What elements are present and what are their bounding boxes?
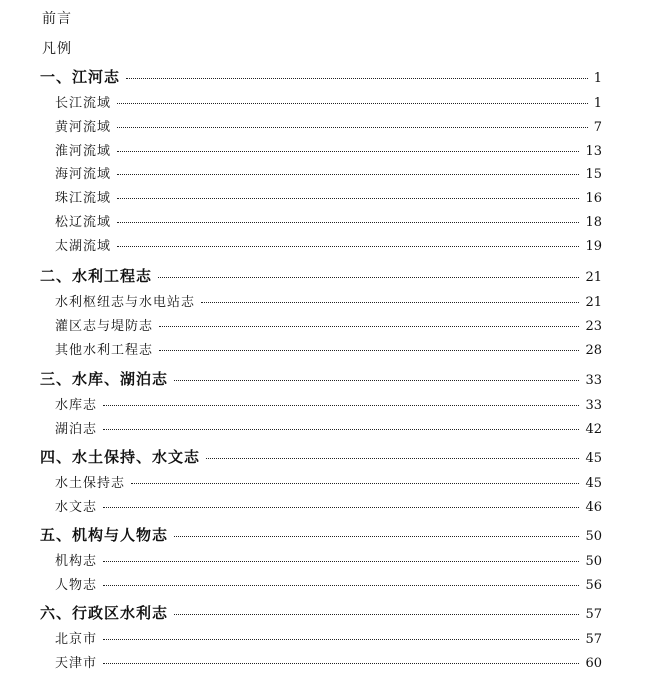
chapter-title: 六、行政区水利志 bbox=[40, 604, 169, 622]
dot-leader bbox=[117, 246, 579, 247]
page-number: 60 bbox=[585, 656, 602, 671]
page-number: 1 bbox=[593, 96, 602, 111]
page-number: 18 bbox=[585, 215, 602, 230]
toc-item[interactable] bbox=[55, 628, 602, 647]
page-number: 7 bbox=[593, 120, 602, 135]
dot-leader bbox=[159, 350, 579, 351]
toc-chapter-4[interactable] bbox=[40, 446, 602, 467]
dot-leader bbox=[158, 277, 579, 278]
toc-item[interactable] bbox=[55, 187, 602, 206]
item-label: 灌区志与堤防志 bbox=[55, 319, 154, 334]
item-label: 黄河流域 bbox=[55, 120, 112, 135]
toc-chapter-3[interactable] bbox=[40, 368, 602, 389]
toc-item[interactable] bbox=[55, 652, 602, 671]
page-number: 21 bbox=[585, 295, 602, 310]
dot-leader bbox=[117, 127, 588, 128]
toc-item[interactable] bbox=[55, 394, 602, 413]
page-number: 16 bbox=[585, 191, 602, 206]
dot-leader bbox=[159, 326, 579, 327]
dot-leader bbox=[117, 151, 579, 152]
dot-leader bbox=[103, 639, 579, 640]
chapter-title: 一、江河志 bbox=[40, 68, 121, 86]
dot-leader bbox=[103, 429, 579, 430]
item-label: 水文志 bbox=[55, 500, 98, 515]
toc-item[interactable] bbox=[55, 235, 602, 254]
item-label: 水土保持志 bbox=[55, 476, 126, 491]
page-number: 1 bbox=[593, 71, 602, 86]
item-label: 其他水利工程志 bbox=[55, 343, 154, 358]
item-label: 水库志 bbox=[55, 398, 98, 413]
page-number: 42 bbox=[585, 422, 602, 437]
toc-item[interactable] bbox=[55, 496, 602, 515]
chapter-title: 三、水库、湖泊志 bbox=[40, 370, 169, 388]
dot-leader bbox=[103, 663, 579, 664]
toc-chapter-2[interactable] bbox=[40, 265, 602, 286]
item-label: 太湖流域 bbox=[55, 239, 112, 254]
chapter-title: 四、水土保持、水文志 bbox=[40, 448, 201, 466]
page-number: 33 bbox=[585, 398, 602, 413]
dot-leader bbox=[117, 198, 579, 199]
item-label: 长江流域 bbox=[55, 96, 112, 111]
toc-item[interactable] bbox=[55, 291, 602, 310]
toc-item[interactable] bbox=[55, 339, 602, 358]
toc-item[interactable] bbox=[55, 116, 602, 135]
dot-leader bbox=[131, 483, 579, 484]
dot-leader bbox=[174, 536, 579, 537]
page-number: 28 bbox=[585, 343, 602, 358]
page-number: 15 bbox=[585, 167, 602, 182]
dot-leader bbox=[117, 103, 588, 104]
toc-item[interactable] bbox=[55, 92, 602, 111]
page-number: 23 bbox=[585, 319, 602, 334]
page-number: 45 bbox=[585, 451, 602, 466]
guide-entry[interactable]: 凡例 bbox=[42, 41, 72, 57]
page-number: 45 bbox=[585, 476, 602, 491]
toc-item[interactable] bbox=[55, 418, 602, 437]
item-label: 北京市 bbox=[55, 632, 98, 647]
dot-leader bbox=[201, 302, 579, 303]
dot-leader bbox=[103, 507, 579, 508]
toc-item[interactable] bbox=[55, 163, 602, 182]
page-number: 57 bbox=[585, 607, 602, 622]
page-number: 19 bbox=[585, 239, 602, 254]
item-label: 天津市 bbox=[55, 656, 98, 671]
page-number: 56 bbox=[585, 578, 602, 593]
item-label: 松辽流域 bbox=[55, 215, 112, 230]
page-number: 57 bbox=[585, 632, 602, 647]
toc-item[interactable] bbox=[55, 211, 602, 230]
dot-leader bbox=[103, 405, 579, 406]
toc-chapter-5[interactable] bbox=[40, 524, 602, 545]
item-label: 珠江流域 bbox=[55, 191, 112, 206]
toc-item[interactable] bbox=[55, 550, 602, 569]
page-number: 21 bbox=[585, 270, 602, 285]
preface-entry[interactable]: 前言 bbox=[42, 11, 72, 27]
page-number: 46 bbox=[585, 500, 602, 515]
item-label: 淮河流域 bbox=[55, 144, 112, 159]
toc-chapter-1[interactable] bbox=[40, 66, 602, 87]
item-label: 人物志 bbox=[55, 578, 98, 593]
dot-leader bbox=[117, 174, 579, 175]
chapter-title: 五、机构与人物志 bbox=[40, 526, 169, 544]
page-number: 33 bbox=[585, 373, 602, 388]
dot-leader bbox=[117, 222, 579, 223]
item-label: 海河流域 bbox=[55, 167, 112, 182]
item-label: 机构志 bbox=[55, 554, 98, 569]
page-number: 13 bbox=[585, 144, 602, 159]
page-number: 50 bbox=[585, 554, 602, 569]
dot-leader bbox=[103, 561, 579, 562]
toc-item[interactable] bbox=[55, 140, 602, 159]
dot-leader bbox=[206, 458, 579, 459]
dot-leader bbox=[174, 380, 579, 381]
item-label: 湖泊志 bbox=[55, 422, 98, 437]
item-label: 水利枢纽志与水电站志 bbox=[55, 295, 196, 310]
toc-chapter-6[interactable] bbox=[40, 602, 602, 623]
toc-item[interactable] bbox=[55, 472, 602, 491]
toc-item[interactable] bbox=[55, 315, 602, 334]
toc-item[interactable] bbox=[55, 574, 602, 593]
chapter-title: 二、水利工程志 bbox=[40, 267, 153, 285]
page-number: 50 bbox=[585, 529, 602, 544]
dot-leader bbox=[126, 78, 588, 79]
dot-leader bbox=[103, 585, 579, 586]
dot-leader bbox=[174, 614, 579, 615]
